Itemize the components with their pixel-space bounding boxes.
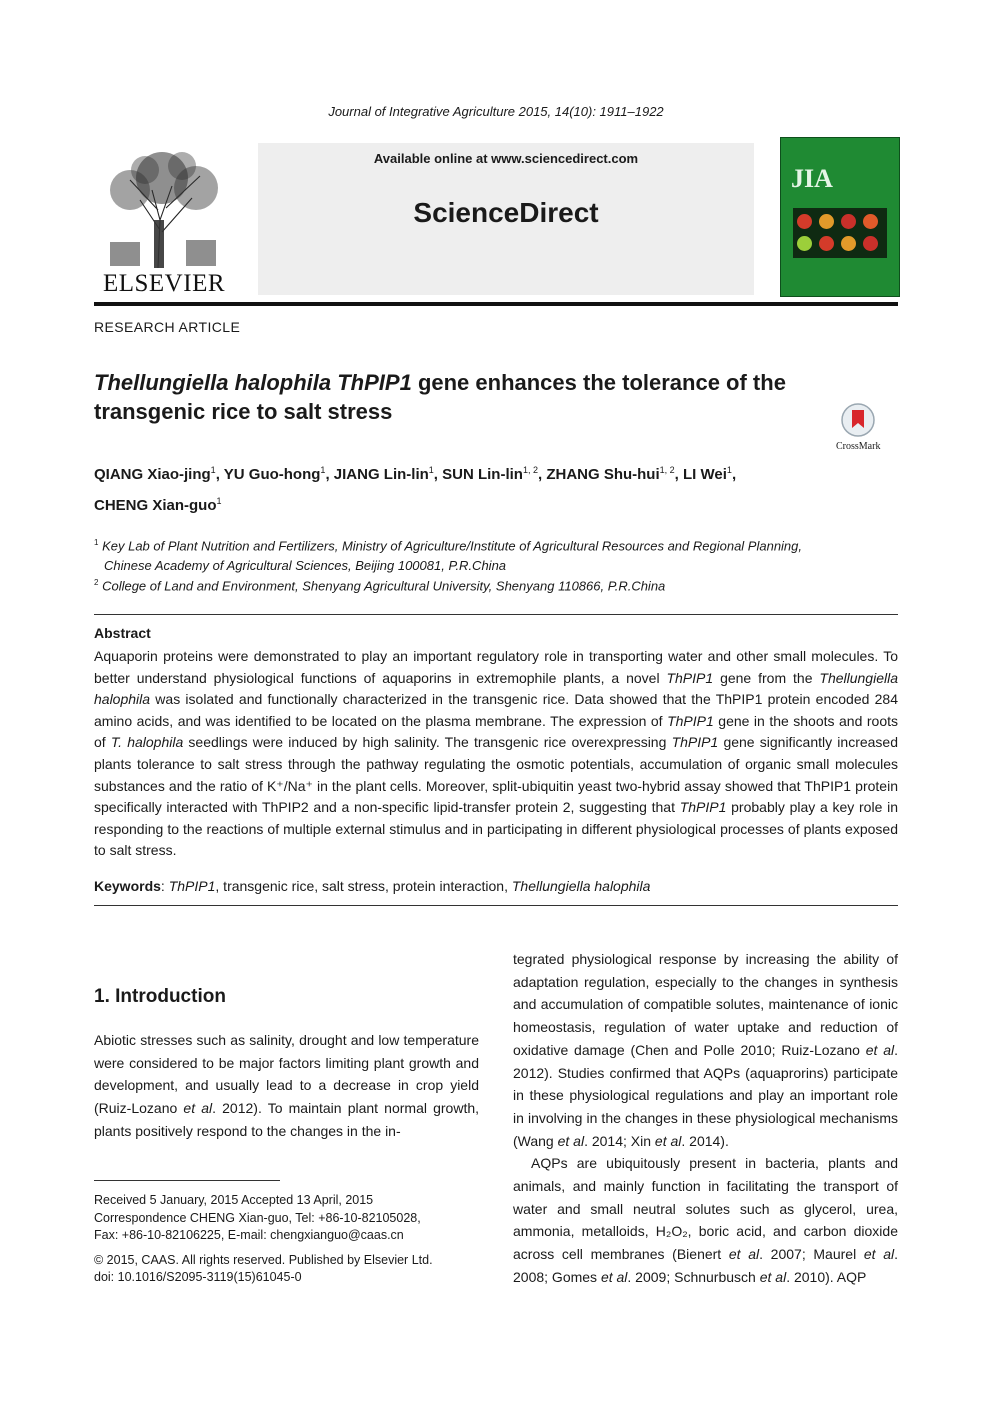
author-name: CHENG Xian-guo — [94, 497, 217, 514]
abstract-heading: Abstract — [94, 625, 151, 641]
intro-text-segment: et al — [183, 1100, 213, 1117]
author-separator: , — [731, 466, 737, 483]
sciencedirect-banner — [258, 143, 754, 295]
intro-text-segment: et al — [759, 1268, 787, 1285]
footnote-copyright: © 2015, CAAS. All rights reserved. Published by Elsevier Ltd. — [94, 1253, 433, 1267]
article-type: RESEARCH ARTICLE — [94, 319, 241, 335]
footnote-dates: Received 5 January, 2015 Accepted 13 April, 2015 — [94, 1193, 374, 1207]
cover-artwork — [793, 208, 887, 258]
abstract-segment: Thellungiella halophila — [94, 669, 898, 708]
article-title — [94, 368, 894, 426]
abstract-segment: T. halophila — [110, 734, 184, 751]
intro-text-segment: . 2012). To maintain plant normal growth, plants positively respond to the changes in the in- — [94, 1100, 480, 1139]
title-species-gene: Thellungiella halophila ThPIP1 — [94, 370, 412, 395]
abstract-segment: ThPIP1 — [679, 799, 727, 816]
author-affiliation-marker: 1 — [320, 465, 326, 475]
elsevier-logo — [94, 148, 234, 298]
affiliation-2: $^2$ College of Land and Environment, Shenyang Agricultural University, Shenyang 110866, P.R.China — [94, 578, 666, 594]
intro-text-segment: et al — [557, 1132, 585, 1149]
author-affiliation-marker: 1, 2 — [659, 465, 675, 475]
author-separator: , — [433, 466, 443, 483]
intro-text-segment: et al — [654, 1132, 682, 1149]
header-rule — [94, 302, 898, 306]
available-online-text: Available online at www.sciencedirect.com — [373, 151, 639, 166]
introduction-right-column — [513, 948, 898, 1289]
right-paragraph-2 — [513, 1152, 898, 1288]
keywords — [94, 878, 898, 894]
abstract-segment: seedlings were induced by high salinity. The transgenic rice overexpressing — [183, 734, 672, 751]
abstract-segment: ThPIP1 — [667, 712, 714, 729]
intro-text-segment: et al — [728, 1246, 760, 1263]
abstract-segment: ThPIP1 — [671, 734, 719, 751]
abstract-segment: was isolated and functionally characterized in the transgenic rice. Data showed that the ThPIP1 protein encoded 284 amino acids, and was identified to be located on the plasma membrane. The expression of — [94, 691, 898, 729]
author-name: LI Wei — [683, 466, 727, 483]
journal-citation: Journal of Integrative Agriculture 2015, 14(10): 1911–1922 — [328, 104, 664, 119]
footnote-doi: doi: 10.1016/S2095-3119(15)61045-0 — [94, 1270, 302, 1284]
author-affiliation-marker: 1, 2 — [522, 465, 538, 475]
abstract-segment: gene from the — [713, 669, 820, 686]
author-affiliation-marker: 1 — [216, 496, 222, 506]
intro-text-segment: . 2008; Gomes — [513, 1246, 898, 1285]
introduction-left-column — [94, 1029, 479, 1143]
elsevier-wordmark: ELSEVIER — [102, 270, 226, 297]
intro-text-segment: AQPs are ubiquitously present in bacteria, plants and animals, and mainly function in facilitating the transport of water and small neutral solutes such as glycerol, urea, ammonia, metalloids, H₂O₂, boric acid, and carbon dioxide across cell membranes (Bienert — [513, 1155, 898, 1263]
footnote-fax-email: Fax: +86-10-82106225, E-mail: chengxianguo@caas.cn — [94, 1228, 404, 1242]
abstract-segment: ThPIP1 — [666, 669, 714, 686]
section-heading-introduction: 1. Introduction — [94, 986, 226, 1007]
keyword-segment: , transgenic rice, salt stress, protein interaction, — [215, 878, 512, 894]
author-list — [94, 457, 898, 519]
journal-cover-image — [780, 137, 900, 297]
elsevier-tree-icon — [100, 150, 226, 268]
crossmark-label: CrossMark — [836, 441, 881, 452]
intro-text-segment: . 2014). — [681, 1132, 729, 1149]
title-rest: gene enhances the tolerance of the transgenic rice to salt stress — [94, 370, 786, 424]
abstract-segment: gene significantly increased plants tolerance to salt stress through the pathway regulating the osmotic potentials, accumulation of organic small molecules substances and the ratio of K⁺/Na⁺ in the plant cells. Moreover, split-ubiquitin yeast two-hybrid assay showed that ThPIP1 protein specifically interacted with ThPIP2 and a non-specific lipid-transfer protein 2, suggesting that — [94, 734, 898, 816]
sciencedirect-wordmark: ScienceDirect — [413, 197, 599, 228]
intro-text-segment: tegrated physiological response by increasing the ability of adaptation regulation, especially to the changes in synthesis and accumulation of compatible solutes, maintenance of ionic homeostasis, regulation of water uptake and reduction of oxidative damage (Chen and Polle 2010; Ruiz-Lozano — [513, 951, 898, 1058]
author-name: JIANG Lin-lin — [333, 466, 429, 483]
footnote-rule — [94, 1180, 280, 1181]
author-separator: , — [674, 466, 684, 483]
author-affiliation-marker: 1 — [726, 465, 732, 475]
intro-text-segment: . 2010). AQP — [786, 1268, 867, 1285]
author-name: SUN Lin-lin — [442, 466, 523, 483]
author-name: QIANG Xiao-jing — [94, 466, 211, 483]
crossmark-icon — [836, 402, 880, 438]
crossmark-badge[interactable] — [836, 402, 880, 450]
abstract-top-rule — [94, 614, 898, 615]
author-name: ZHANG Shu-hui — [546, 466, 660, 483]
cover-title: JIA — [791, 164, 833, 193]
intro-text-segment: . 2009; Schnurbusch — [627, 1268, 760, 1285]
author-name: YU Guo-hong — [223, 466, 321, 483]
affiliation-1: $^1$ Key Lab of Plant Nutrition and Fertilizers, Ministry of Agriculture/Institute of Agricultural Resources and Regional Planning, Chinese Academy of Agricultural Sciences, Beijing 100081, P.R.China — [94, 538, 803, 574]
intro-text-segment: Abiotic stresses such as salinity, drought and low temperature were considered to be major factors limiting plant growth and development, and usually lead to a decrease in crop yield (Ruiz-Lozano — [94, 1032, 479, 1117]
keyword-segment: Thellungiella halophila — [511, 878, 651, 894]
author-affiliation-marker: 1 — [210, 465, 216, 475]
author-separator: , — [537, 466, 547, 483]
author-separator: , — [215, 466, 224, 483]
keyword-segment: ThPIP1 — [168, 878, 216, 894]
abstract-bottom-rule — [94, 905, 898, 906]
keyword-segment: : — [160, 878, 169, 894]
abstract-segment: Aquaporin proteins were demonstrated to play an important regulatory role in transporting water and other small molecules. To better understand physiological functions of aquaporins in extremophile plants, a novel — [94, 648, 898, 686]
abstract-text — [94, 646, 898, 862]
keywords-list — [161, 878, 651, 894]
intro-text-segment: . 2007; Maurel — [759, 1246, 864, 1263]
abstract-segment: gene in the shoots and roots of — [94, 712, 898, 751]
intro-text-segment: . 2012). Studies confirmed that AQPs (aquaprorins) participate in these physiological regulations and play an important role in involving in the changes in these physiological mechanisms (Wang — [513, 1041, 898, 1149]
footnote-correspondence: Correspondence CHENG Xian-guo, Tel: +86-10-82105028, — [94, 1211, 421, 1225]
author-separator: , — [325, 466, 334, 483]
intro-text-segment: et al — [600, 1268, 628, 1285]
intro-text-segment: et al — [865, 1041, 895, 1058]
intro-text-segment: et al — [863, 1246, 895, 1263]
intro-text-segment: . 2014; Xin — [584, 1132, 655, 1149]
right-paragraph-1 — [513, 948, 898, 1152]
abstract-segment: probably play a key role in responding to the reactions of multiple external stimulus and in participating in different physiological processes of plants exposed to salt stress. — [94, 799, 898, 859]
keywords-label: Keywords — [94, 878, 161, 894]
author-affiliation-marker: 1 — [428, 465, 434, 475]
